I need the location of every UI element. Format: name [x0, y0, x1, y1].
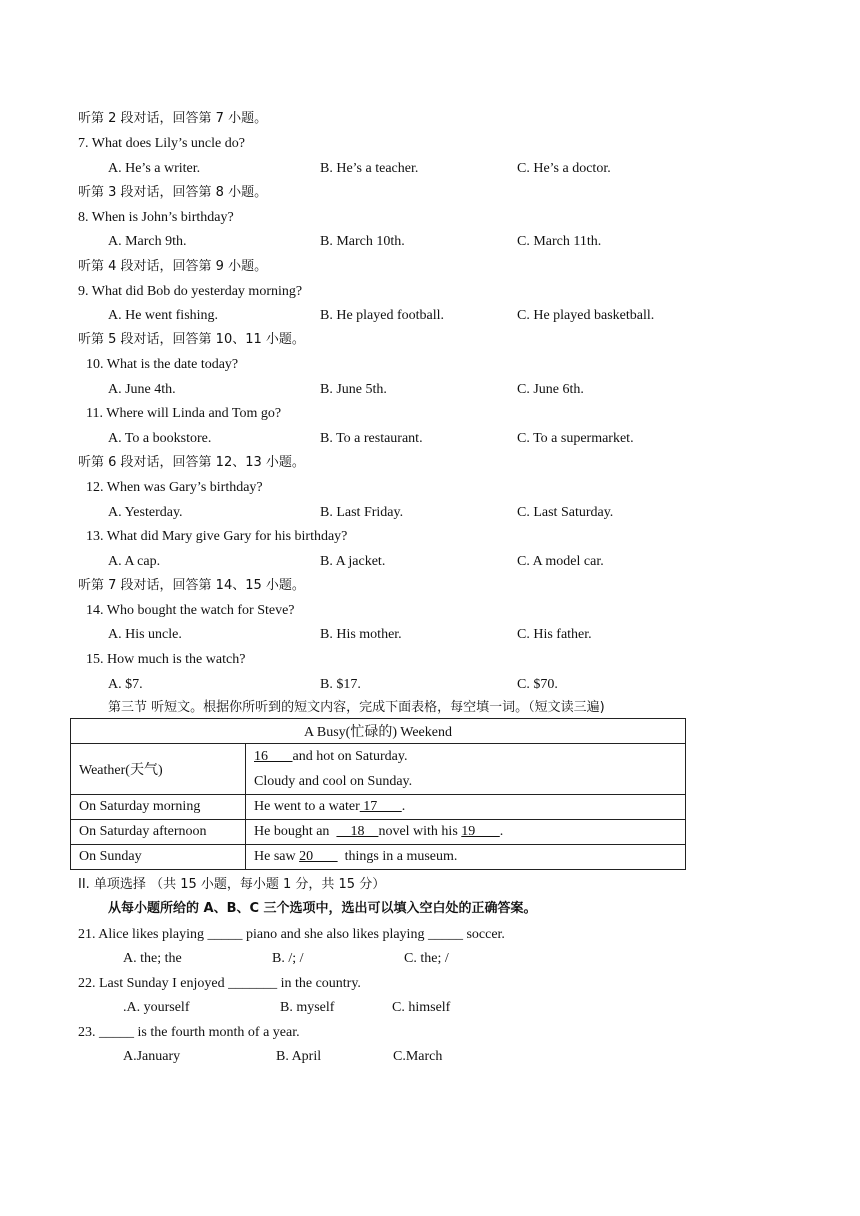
option-9a: A. He went fishing.: [108, 308, 219, 323]
option-8a: A. March 9th.: [108, 234, 187, 249]
option-21a: A. the; the: [123, 951, 182, 966]
section-header-dialogue-7: 听第 7 段对话，回答第 14、15 小题。: [78, 578, 305, 593]
option-13b: B. A jacket.: [320, 554, 386, 569]
blank-18: 18: [336, 824, 379, 839]
option-9b: B. He played football.: [320, 308, 445, 323]
option-8c: C. March 11th.: [517, 234, 602, 249]
option-22a: .A. yourself: [123, 1000, 190, 1015]
saturday-morning-text: He went to a water: [254, 799, 360, 814]
option-10c: C. June 6th.: [517, 382, 584, 397]
option-14b: B. His mother.: [320, 627, 402, 642]
option-13a: A. A cap.: [108, 554, 161, 569]
option-7b: B. He’s a teacher.: [320, 161, 419, 176]
option-22c: C. himself: [392, 1000, 451, 1015]
option-11c: C. To a supermarket.: [517, 431, 634, 446]
option-13c: C. A model car.: [517, 554, 604, 569]
row-value-weather: [246, 744, 686, 795]
option-7c: C. He’s a doctor.: [517, 161, 611, 176]
section-header-dialogue-3: 听第 3 段对话，回答第 8 小题。: [78, 185, 268, 200]
weather-sunday: Cloudy and cool on Sunday.: [254, 774, 413, 789]
section-header-dialogue-2: 听第 2 段对话，回答第 7 小题。: [78, 111, 268, 126]
option-23a: A.January: [123, 1049, 181, 1064]
weather-saturday-text: and hot on Saturday.: [292, 749, 408, 764]
saturday-afternoon-end: .: [499, 824, 504, 839]
option-21b: B. /; /: [272, 951, 304, 966]
option-8b: B. March 10th.: [320, 234, 405, 249]
question-22: 22. Last Sunday I enjoyed _______ in the country.: [78, 976, 361, 991]
section-header-dialogue-6: 听第 6 段对话，回答第 12、13 小题。: [78, 455, 305, 470]
saturday-afternoon-text: He bought an: [254, 824, 337, 839]
saturday-morning-end: .: [401, 799, 406, 814]
blank-16: 16: [254, 749, 293, 764]
weather-saturday: [254, 744, 677, 769]
row-label-saturday-morning: On Saturday morning: [71, 795, 246, 820]
question-12: 12. When was Gary’s birthday?: [86, 480, 263, 495]
option-9c: C. He played basketball.: [517, 308, 655, 323]
question-23: 23. _____ is the fourth month of a year.: [78, 1025, 300, 1040]
option-23c: C.March: [393, 1049, 443, 1064]
question-8: 8. When is John’s birthday?: [78, 210, 234, 225]
part-2-heading: II. 单项选择 （共 15 小题，每小题 1 分，共 15 分）: [78, 877, 386, 892]
question-13: 13. What did Mary give Gary for his birthday?: [86, 529, 348, 544]
question-7: 7. What does Lily’s uncle do?: [78, 136, 245, 151]
option-10a: A. June 4th.: [108, 382, 176, 397]
row-label-weather: Weather(天气): [71, 744, 246, 795]
option-21c: C. the; /: [404, 951, 449, 966]
sunday-text: He saw: [254, 849, 300, 864]
saturday-afternoon-mid: novel with his: [378, 824, 462, 839]
question-15: 15. How much is the watch?: [86, 652, 246, 667]
row-value-saturday-morning: [246, 795, 686, 820]
question-9: 9. What did Bob do yesterday morning?: [78, 284, 303, 299]
blank-20: 20: [299, 849, 338, 864]
weekend-table: [70, 718, 686, 870]
option-11b: B. To a restaurant.: [320, 431, 423, 446]
option-12c: C. Last Saturday.: [517, 505, 614, 520]
option-14c: C. His father.: [517, 627, 592, 642]
blank-19: 19: [461, 824, 500, 839]
option-12a: A. Yesterday.: [108, 505, 183, 520]
blank-17: 17: [359, 799, 402, 814]
part-2-instruction: 从每小题所给的 A、B、C 三个选项中，选出可以填入空白处的正确答案。: [108, 901, 537, 916]
section-header-dialogue-5: 听第 5 段对话，回答第 10、11 小题。: [78, 332, 305, 347]
question-11: 11. Where will Linda and Tom go?: [86, 406, 282, 421]
row-label-saturday-afternoon: On Saturday afternoon: [71, 820, 246, 845]
section-header-dialogue-4: 听第 4 段对话，回答第 9 小题。: [78, 259, 268, 274]
option-15c: C. $70.: [517, 677, 558, 692]
row-value-saturday-afternoon: [246, 820, 686, 845]
option-15b: B. $17.: [320, 677, 361, 692]
option-15a: A. $7.: [108, 677, 143, 692]
option-23b: B. April: [276, 1049, 322, 1064]
row-value-sunday: [246, 845, 686, 870]
option-10b: B. June 5th.: [320, 382, 387, 397]
option-7a: A. He’s a writer.: [108, 161, 201, 176]
option-14a: A. His uncle.: [108, 627, 182, 642]
section-3-instructions: 第三节 听短文。根据你所听到的短文内容，完成下面表格，每空填一词。（短文读三遍): [108, 700, 605, 715]
option-12b: B. Last Friday.: [320, 505, 404, 520]
option-11a: A. To a bookstore.: [108, 431, 212, 446]
table-title: A Busy(忙碌的) Weekend: [71, 719, 686, 744]
row-label-sunday: On Sunday: [71, 845, 246, 870]
question-14: 14. Who bought the watch for Steve?: [86, 603, 295, 618]
option-22b: B. myself: [280, 1000, 335, 1015]
sunday-end: things in a museum.: [337, 849, 458, 864]
question-21: 21. Alice likes playing _____ piano and she also likes playing _____ soccer.: [78, 927, 505, 942]
question-10: 10. What is the date today?: [86, 357, 239, 372]
